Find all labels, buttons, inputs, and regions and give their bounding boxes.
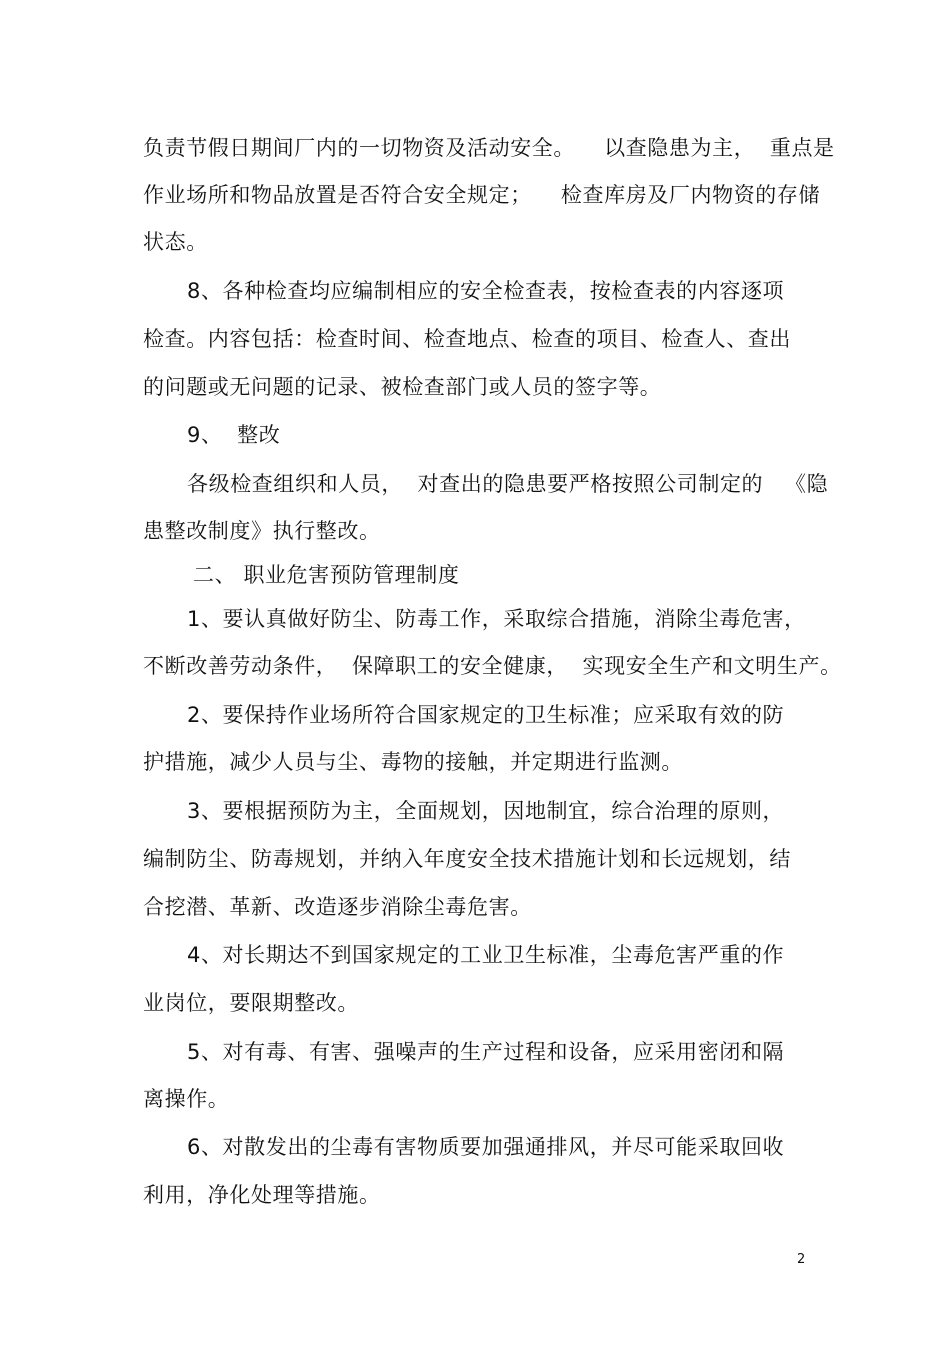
text-line: 3、要根据预防为主，全面规划，因地制宜，综合治理的原则， — [187, 799, 785, 823]
text-line: 各级检查组织和人员， 对查出的隐患要严格按照公司制定的 《隐 — [187, 472, 829, 496]
text-line: 离操作。 — [143, 1087, 230, 1111]
text-line: 1、要认真做好防尘、防毒工作，采取综合措施，消除尘毒危害， — [187, 607, 806, 631]
text-line: 6、对散发出的尘毒有害物质要加强通排风，并尽可能采取回收 — [187, 1135, 785, 1159]
text-line: 检查。内容包括：检查时间、检查地点、检查的项目、检查人、查出 — [143, 327, 791, 351]
text-line: 不断改善劳动条件， 保障职工的安全健康， 实现安全生产和文明生产。 — [143, 654, 842, 678]
text-line: 8、各种检查均应编制相应的安全检查表，按检查表的内容逐项 — [187, 279, 785, 303]
text-line: 利用，净化处理等措施。 — [143, 1183, 381, 1207]
text-line: 合挖潜、革新、改造逐步消除尘毒危害。 — [143, 895, 532, 919]
text-line: 9、 整改 — [187, 423, 281, 447]
text-line: 4、对长期达不到国家规定的工业卫生标准，尘毒危害严重的作 — [187, 943, 785, 967]
page-number: 2 — [797, 1252, 806, 1267]
text-line: 的问题或无问题的记录、被检查部门或人员的签字等。 — [143, 375, 662, 399]
text-line: 护措施，减少人员与尘、毒物的接触，并定期进行监测。 — [143, 750, 683, 774]
text-line: 业岗位，要限期整改。 — [143, 991, 359, 1015]
text-line: 患整改制度》执行整改。 — [143, 519, 381, 543]
text-line: 5、对有毒、有害、强噪声的生产过程和设备，应采用密闭和隔 — [187, 1040, 785, 1064]
text-line: 作业场所和物品放置是否符合安全规定； 检查库房及厂内物资的存储 — [143, 183, 821, 207]
text-line: 编制防尘、防毒规划，并纳入年度安全技术措施计划和长远规划，结 — [143, 847, 791, 871]
text-line: 2、要保持作业场所符合国家规定的卫生标准；应采取有效的防 — [187, 703, 785, 727]
section-heading: 二、 职业危害预防管理制度 — [193, 563, 460, 587]
text-line: 状态。 — [143, 230, 208, 254]
text-line: 负责节假日期间厂内的一切物资及活动安全。 以查隐患为主， 重点是 — [143, 136, 835, 160]
